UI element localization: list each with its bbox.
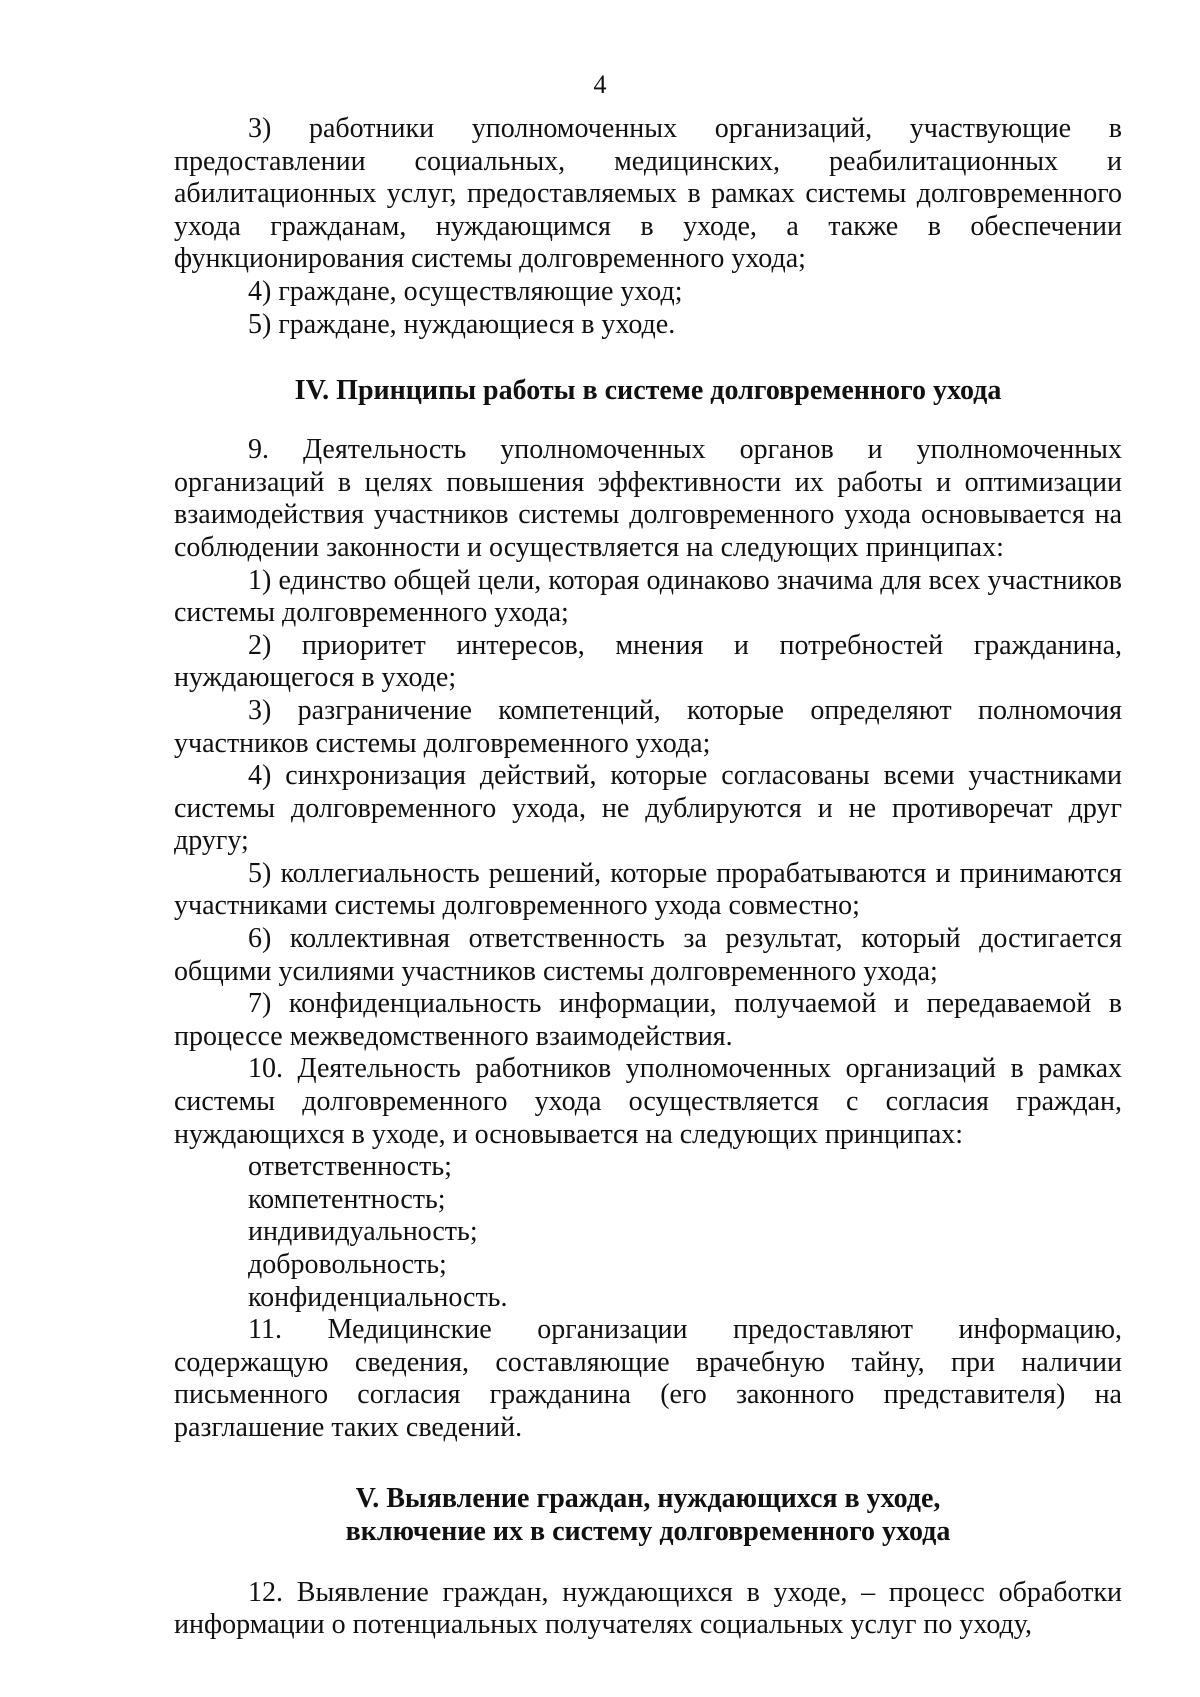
principle-item-5: 5) коллегиальность решений, которые прорабатываются и принимаются участниками системы долговременного ухода совместно; [174,857,1122,922]
principle-confidentiality: конфиденциальность. [248,1281,508,1313]
principle-item-7: 7) конфиденциальность информации, получаемой и передаваемой в процессе межведомственного взаимодействия. [174,988,1122,1052]
principle-responsibility: ответственность; [248,1151,452,1183]
paragraph-10: 10. Деятельность работников уполномоченных организаций в рамках системы долговременного ухода осуществляется с согласия граждан, нуждающихся в уходе, и основывается на следующих принципах: [174,1053,1122,1150]
list-item-4: 4) граждане, осуществляющие уход; [248,275,683,307]
page-number: 4 [593,70,607,99]
principle-voluntariness: добровольность; [248,1249,447,1280]
section-4-title: IV. Принципы работы в системе долговременного ухода [294,375,1002,407]
spacer [174,1548,1122,1577]
principle-item-4: 4) синхронизация действий, которые согласованы всеми участниками системы долговременного ухода, не дублируются и не противоречат друг другу; [174,760,1122,857]
section-5-title-line-2: включение их в систему долговременного ухода [345,1515,951,1547]
paragraph-11: 11. Медицинские организации предоставляют информацию, содержащую сведения, составляющие врачебную тайну, при наличии письменного согласия гражданина (его законного представителя) на разглашение таких сведений. [174,1314,1122,1443]
spacer [174,341,1122,374]
list-item-3: 3) работники уполномоченных организаций, участвующие в предоставлении социальных, медицинских, реабилитационных и абилитационных услуг, предоставляемых в рамках системы долговременного ухода гражданам, нуждающимся в уходе, а также в обеспечении функционирования системы долговременного ухода; [174,113,1122,275]
section-5-title-line-1: V. Выявление граждан, нуждающихся в уходе, [355,1482,941,1514]
paragraph-9: 9. Деятельность уполномоченных органов и уполномоченных организаций в целях повышения эффективности их работы и оптимизации взаимодействия участников системы долговременного ухода основывается на соблюдении законности и осуществляется на следующих принципах: [174,434,1122,563]
list-item-5: 5) граждане, нуждающиеся в уходе. [248,308,676,340]
principle-competence: компетентность; [248,1183,446,1215]
principle-individuality: индивидуальность; [248,1216,478,1248]
document-body [174,113,1122,1642]
principle-item-3: 3) разграничение компетенций, которые определяют полномочия участников системы долговременного ухода; [174,694,1122,759]
spacer [174,407,1122,434]
spacer [174,1445,1122,1482]
principle-item-6: 6) коллективная ответственность за результат, который достигается общими усилиями участников системы долговременного ухода; [174,923,1122,987]
paragraph-12: 12. Выявление граждан, нуждающихся в уходе, – процесс обработки информации о потенциальных получателях социальных услуг по уходу, [174,1576,1122,1641]
principle-item-2: 2) приоритет интересов, мнения и потребностей гражданина, нуждающегося в уходе; [174,629,1122,694]
principle-item-1: 1) единство общей цели, которая одинаково значима для всех участников системы долговременного ухода; [174,564,1122,629]
